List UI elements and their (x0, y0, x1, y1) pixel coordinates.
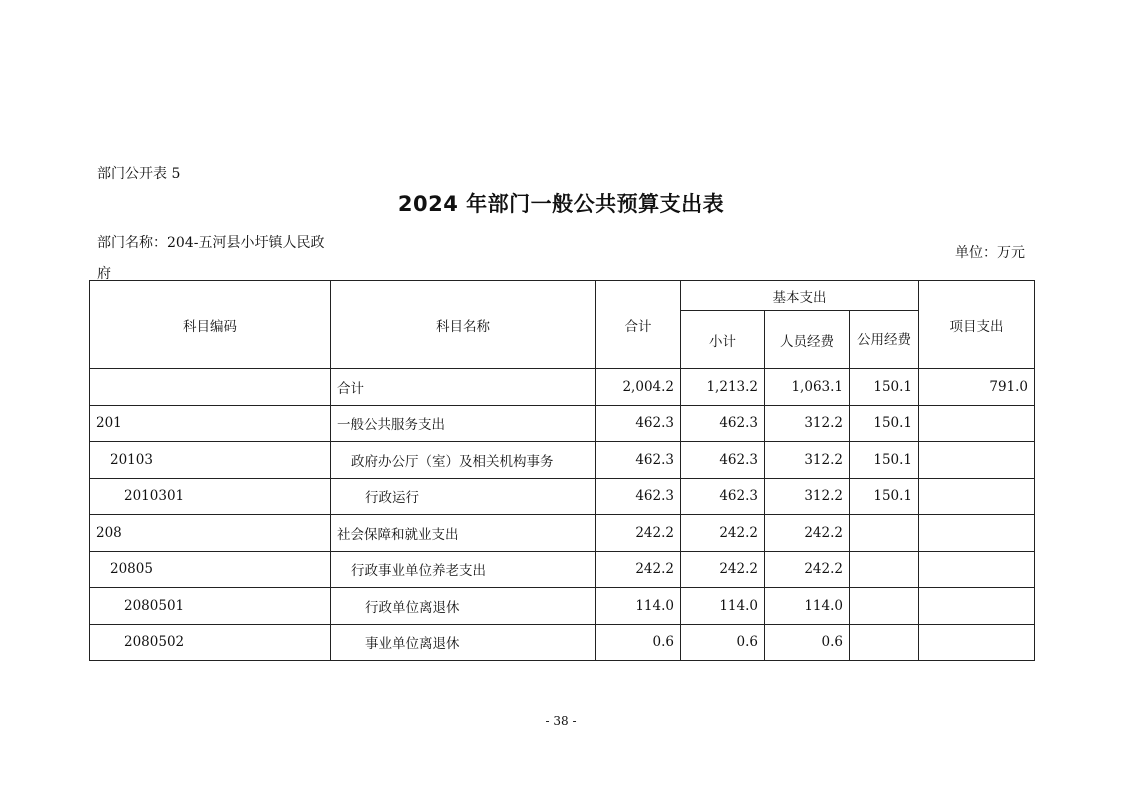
cell-project (919, 515, 1035, 552)
cell-name: 政府办公厅（室）及相关机构事务 (331, 442, 596, 479)
cell-subtotal: 1,213.2 (681, 369, 765, 406)
table-row (90, 478, 1035, 515)
header-public-label: 公用经费 (857, 331, 911, 348)
cell-total: 242.2 (596, 515, 681, 552)
cell-project (919, 551, 1035, 588)
cell-total: 2,004.2 (596, 369, 681, 406)
cell-code: 208 (90, 515, 331, 552)
cell-personnel: 242.2 (765, 551, 850, 588)
cell-subtotal: 0.6 (681, 624, 765, 661)
cell-name: 行政单位离退休 (331, 588, 596, 625)
cell-personnel: 114.0 (765, 588, 850, 625)
cell-total: 242.2 (596, 551, 681, 588)
cell-public (850, 588, 919, 625)
cell-personnel: 312.2 (765, 442, 850, 479)
header-project: 项目支出 (919, 281, 1035, 369)
cell-personnel: 0.6 (765, 624, 850, 661)
cell-project (919, 624, 1035, 661)
cell-total: 462.3 (596, 442, 681, 479)
cell-code: 201 (90, 405, 331, 442)
budget-table (89, 280, 1035, 661)
cell-subtotal: 242.2 (681, 551, 765, 588)
table-label: 部门公开表 5 (97, 166, 181, 182)
cell-project: 791.0 (919, 369, 1035, 406)
table-row (90, 369, 1035, 406)
header-basic: 基本支出 (681, 281, 919, 311)
department-name: 部门名称：204-五河县小圩镇人民政府 (97, 235, 325, 282)
header-public (850, 311, 919, 369)
cell-personnel: 242.2 (765, 515, 850, 552)
cell-public: 150.1 (850, 405, 919, 442)
unit-label: 单位：万元 (955, 245, 1025, 261)
cell-code: 20805 (90, 551, 331, 588)
cell-project (919, 478, 1035, 515)
cell-name: 行政运行 (331, 478, 596, 515)
cell-code: 2080501 (90, 588, 331, 625)
table-row (90, 442, 1035, 479)
cell-personnel: 312.2 (765, 478, 850, 515)
cell-total: 114.0 (596, 588, 681, 625)
cell-name: 社会保障和就业支出 (331, 515, 596, 552)
table-row (90, 515, 1035, 552)
cell-project (919, 442, 1035, 479)
cell-total: 462.3 (596, 478, 681, 515)
header-personnel: 人员经费 (765, 311, 850, 369)
cell-code: 20103 (90, 442, 331, 479)
cell-public: 150.1 (850, 478, 919, 515)
header-name: 科目名称 (331, 281, 596, 369)
cell-public (850, 624, 919, 661)
cell-name: 一般公共服务支出 (331, 405, 596, 442)
table-row (90, 405, 1035, 442)
cell-public: 150.1 (850, 369, 919, 406)
cell-subtotal: 114.0 (681, 588, 765, 625)
header-total: 合计 (596, 281, 681, 369)
cell-project (919, 405, 1035, 442)
table-row (90, 551, 1035, 588)
table-row (90, 588, 1035, 625)
cell-personnel: 312.2 (765, 405, 850, 442)
cell-code: 2080502 (90, 624, 331, 661)
cell-public (850, 551, 919, 588)
page-number: - 38 - (545, 714, 577, 728)
cell-total: 0.6 (596, 624, 681, 661)
cell-personnel: 1,063.1 (765, 369, 850, 406)
cell-name: 事业单位离退休 (331, 624, 596, 661)
table-row (90, 624, 1035, 661)
cell-project (919, 588, 1035, 625)
header-subtotal: 小计 (681, 311, 765, 369)
cell-name: 合计 (331, 369, 596, 406)
cell-code: 2010301 (90, 478, 331, 515)
cell-subtotal: 462.3 (681, 478, 765, 515)
cell-subtotal: 242.2 (681, 515, 765, 552)
cell-total: 462.3 (596, 405, 681, 442)
cell-subtotal: 462.3 (681, 405, 765, 442)
cell-code (90, 369, 331, 406)
cell-public: 150.1 (850, 442, 919, 479)
cell-subtotal: 462.3 (681, 442, 765, 479)
header-code: 科目编码 (90, 281, 331, 369)
cell-public (850, 515, 919, 552)
page-title: 2024 年部门一般公共预算支出表 (397, 192, 725, 216)
table-body (90, 369, 1035, 661)
cell-name: 行政事业单位养老支出 (331, 551, 596, 588)
